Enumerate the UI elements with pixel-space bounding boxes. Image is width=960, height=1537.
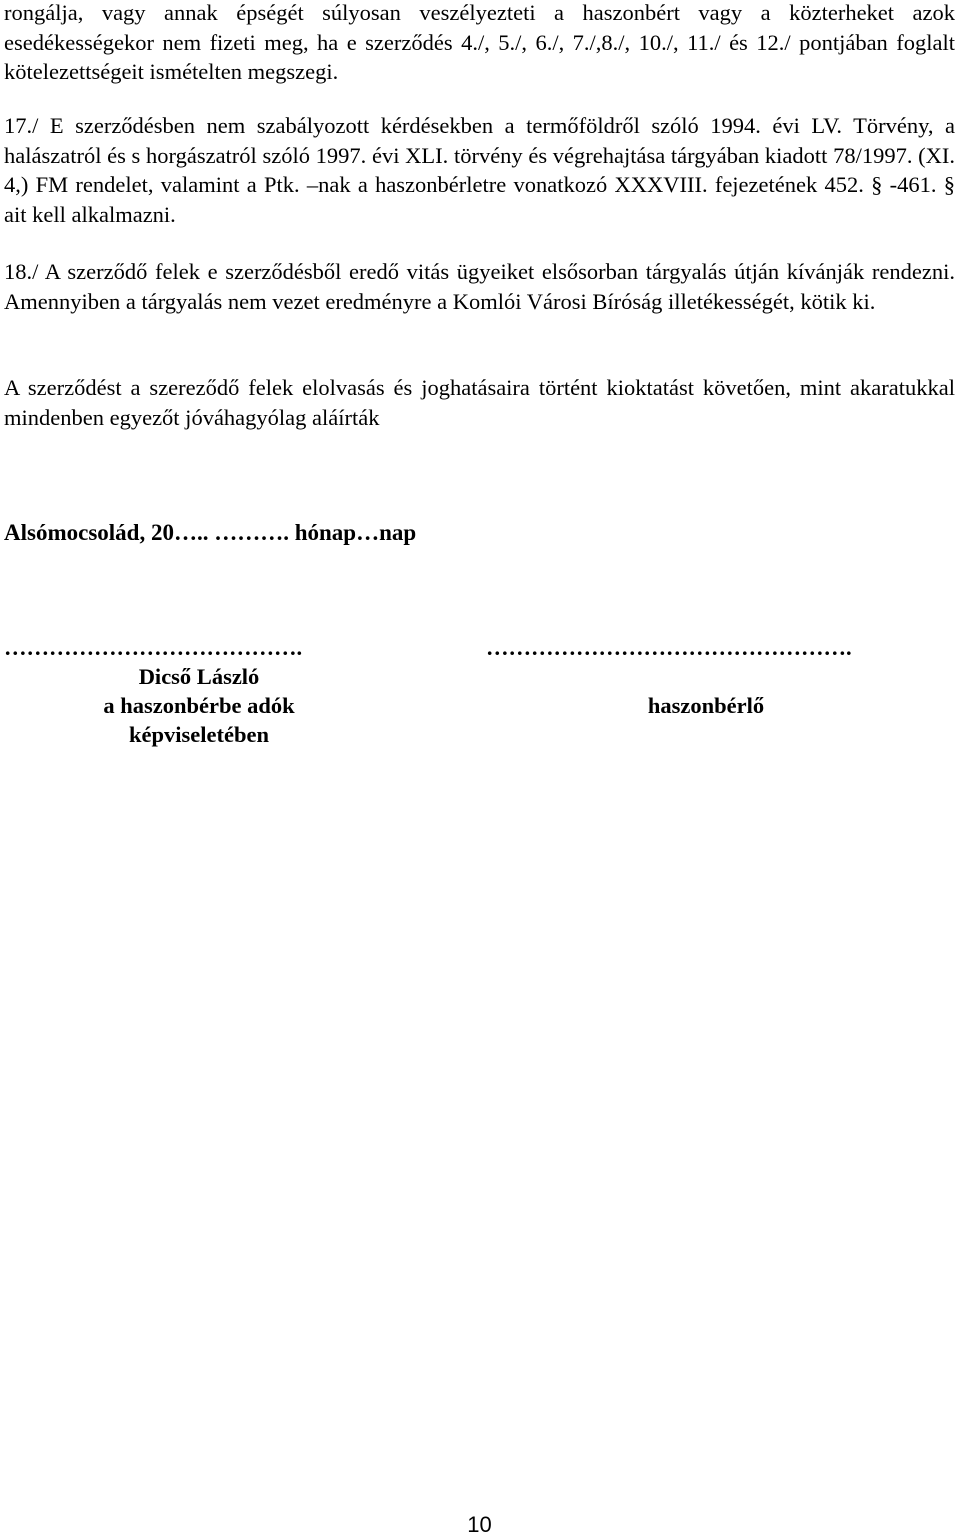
signatory-name: Dicső László [138,664,260,689]
signature-line-lessor: …………………………………. [4,635,303,660]
place-and-date: Alsómocsolád, 20….. ………. hónap…nap [4,520,417,545]
signature-spacer [486,662,956,691]
paragraph-18: 18./ A szerződő felek e szerződésből eredő vitás ügyeiket elsősorban tárgyalás útján kívánják rendezni. Amennyiben a tárgyalás nem vezet eredményre a Komlói Városi Bíróság illetékességét, kötik ki. [4,259,955,314]
lessee-role: haszonbérlő [647,693,765,718]
page-number: 10 [467,1512,492,1537]
signature-line-lessee: …………………………………………. [486,635,852,660]
signatory-role-line2: képviseletében [129,722,269,747]
signature-block-lessor [4,633,394,749]
signatory-role-line1: a haszonbérbe adók [103,693,295,718]
paragraph-continuation: rongálja, vagy annak épségét súlyosan veszélyezteti a haszonbért vagy a közterheket azok esedékességekor nem fizeti meg, ha e szerződés 4./, 5./, 6./, 7./,8./, 10./, 11./ és 12./ pontjában foglalt kötelezettségeit ismételten megszegi. [4,0,955,84]
paragraph-closing: A szerződést a szereződő felek elolvasás és joghatásaira történt kioktatást követően, mint akaratukkal mindenben egyezőt jóváhagyólag aláírták [4,375,955,430]
paragraph-17: 17./ E szerződésben nem szabályozott kérdésekben a termőföldről szóló 1994. évi LV. Törvény, a halászatról és s horgászatról szóló 1997. évi XLI. törvény és végrehajtása tárgyában kiadott 78/1997. (XI. 4,) FM rendelet, valamint a Ptk. –nak a haszonbérletre vonatkozó XXXVIII. fejezetének 452. § -461. § ait kell alkalmazni. [4,113,955,227]
signature-block-lessee [486,633,956,720]
document-page [4,0,955,1537]
